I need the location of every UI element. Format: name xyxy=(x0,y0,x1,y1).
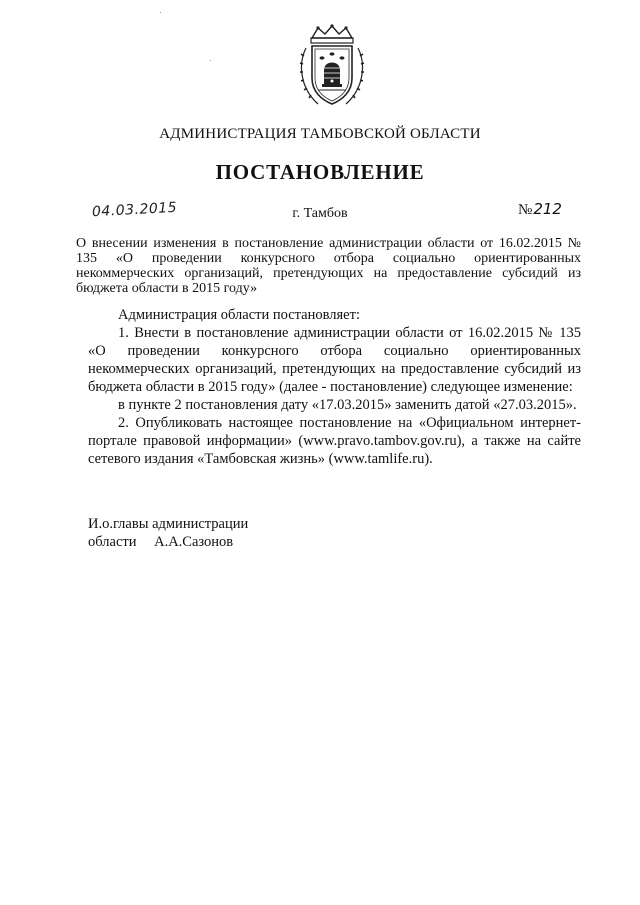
number-sign: № xyxy=(518,202,533,218)
body-item-1-change: в пункте 2 постановления дату «17.03.2015» заменить датой «27.03.2015». xyxy=(118,397,577,413)
signatory-position: И.о.главы администрации xyxy=(88,516,249,532)
city-label: г. Тамбов xyxy=(292,206,348,221)
body-item-2: 2. Опубликовать настоящее постановление на «Официальном интернет-портале правовой информации» (www.pravo.tambov.gov.ru), а также на сайте сетевого издания «Тамбовская жизнь» (www.tamlife.ru). xyxy=(88,415,581,467)
document-type-title: ПОСТАНОВЛЕНИЕ xyxy=(215,160,425,184)
document-number xyxy=(518,200,562,219)
scan-speck xyxy=(210,60,211,61)
document-body xyxy=(88,306,581,468)
body-intro: Администрация области постановляет: xyxy=(118,307,360,323)
signature-block xyxy=(88,515,248,551)
handwritten-date: 04.03.2015 xyxy=(91,199,178,221)
scan-speck xyxy=(160,12,161,13)
signatory-name: А.А.Сазонов xyxy=(154,534,234,550)
handwritten-number: 212 xyxy=(533,200,562,218)
body-item-1: 1. Внести в постановление администрации области от 16.02.2015 № 135 «О проведении конкурсного отбора социально ориентированных некоммерческих организаций, претендующих на предоставление субсидий из бюджета области в 2015 году» (далее - постановление) следующее изменение: xyxy=(88,325,581,395)
organization-title: АДМИНИСТРАЦИЯ ТАМБОВСКОЙ ОБЛАСТИ xyxy=(159,126,481,142)
signatory-position-region: области xyxy=(88,534,137,550)
document-subject: О внесении изменения в постановление администрации области от 16.02.2015 № 135 «О проведении конкурсного отбора социально ориентированных некоммерческих организаций, претендующих на предоставление субсидий из бюджета области в 2015 году» xyxy=(76,236,581,296)
signature-line xyxy=(88,533,248,551)
coat-of-arms-icon xyxy=(298,24,366,110)
